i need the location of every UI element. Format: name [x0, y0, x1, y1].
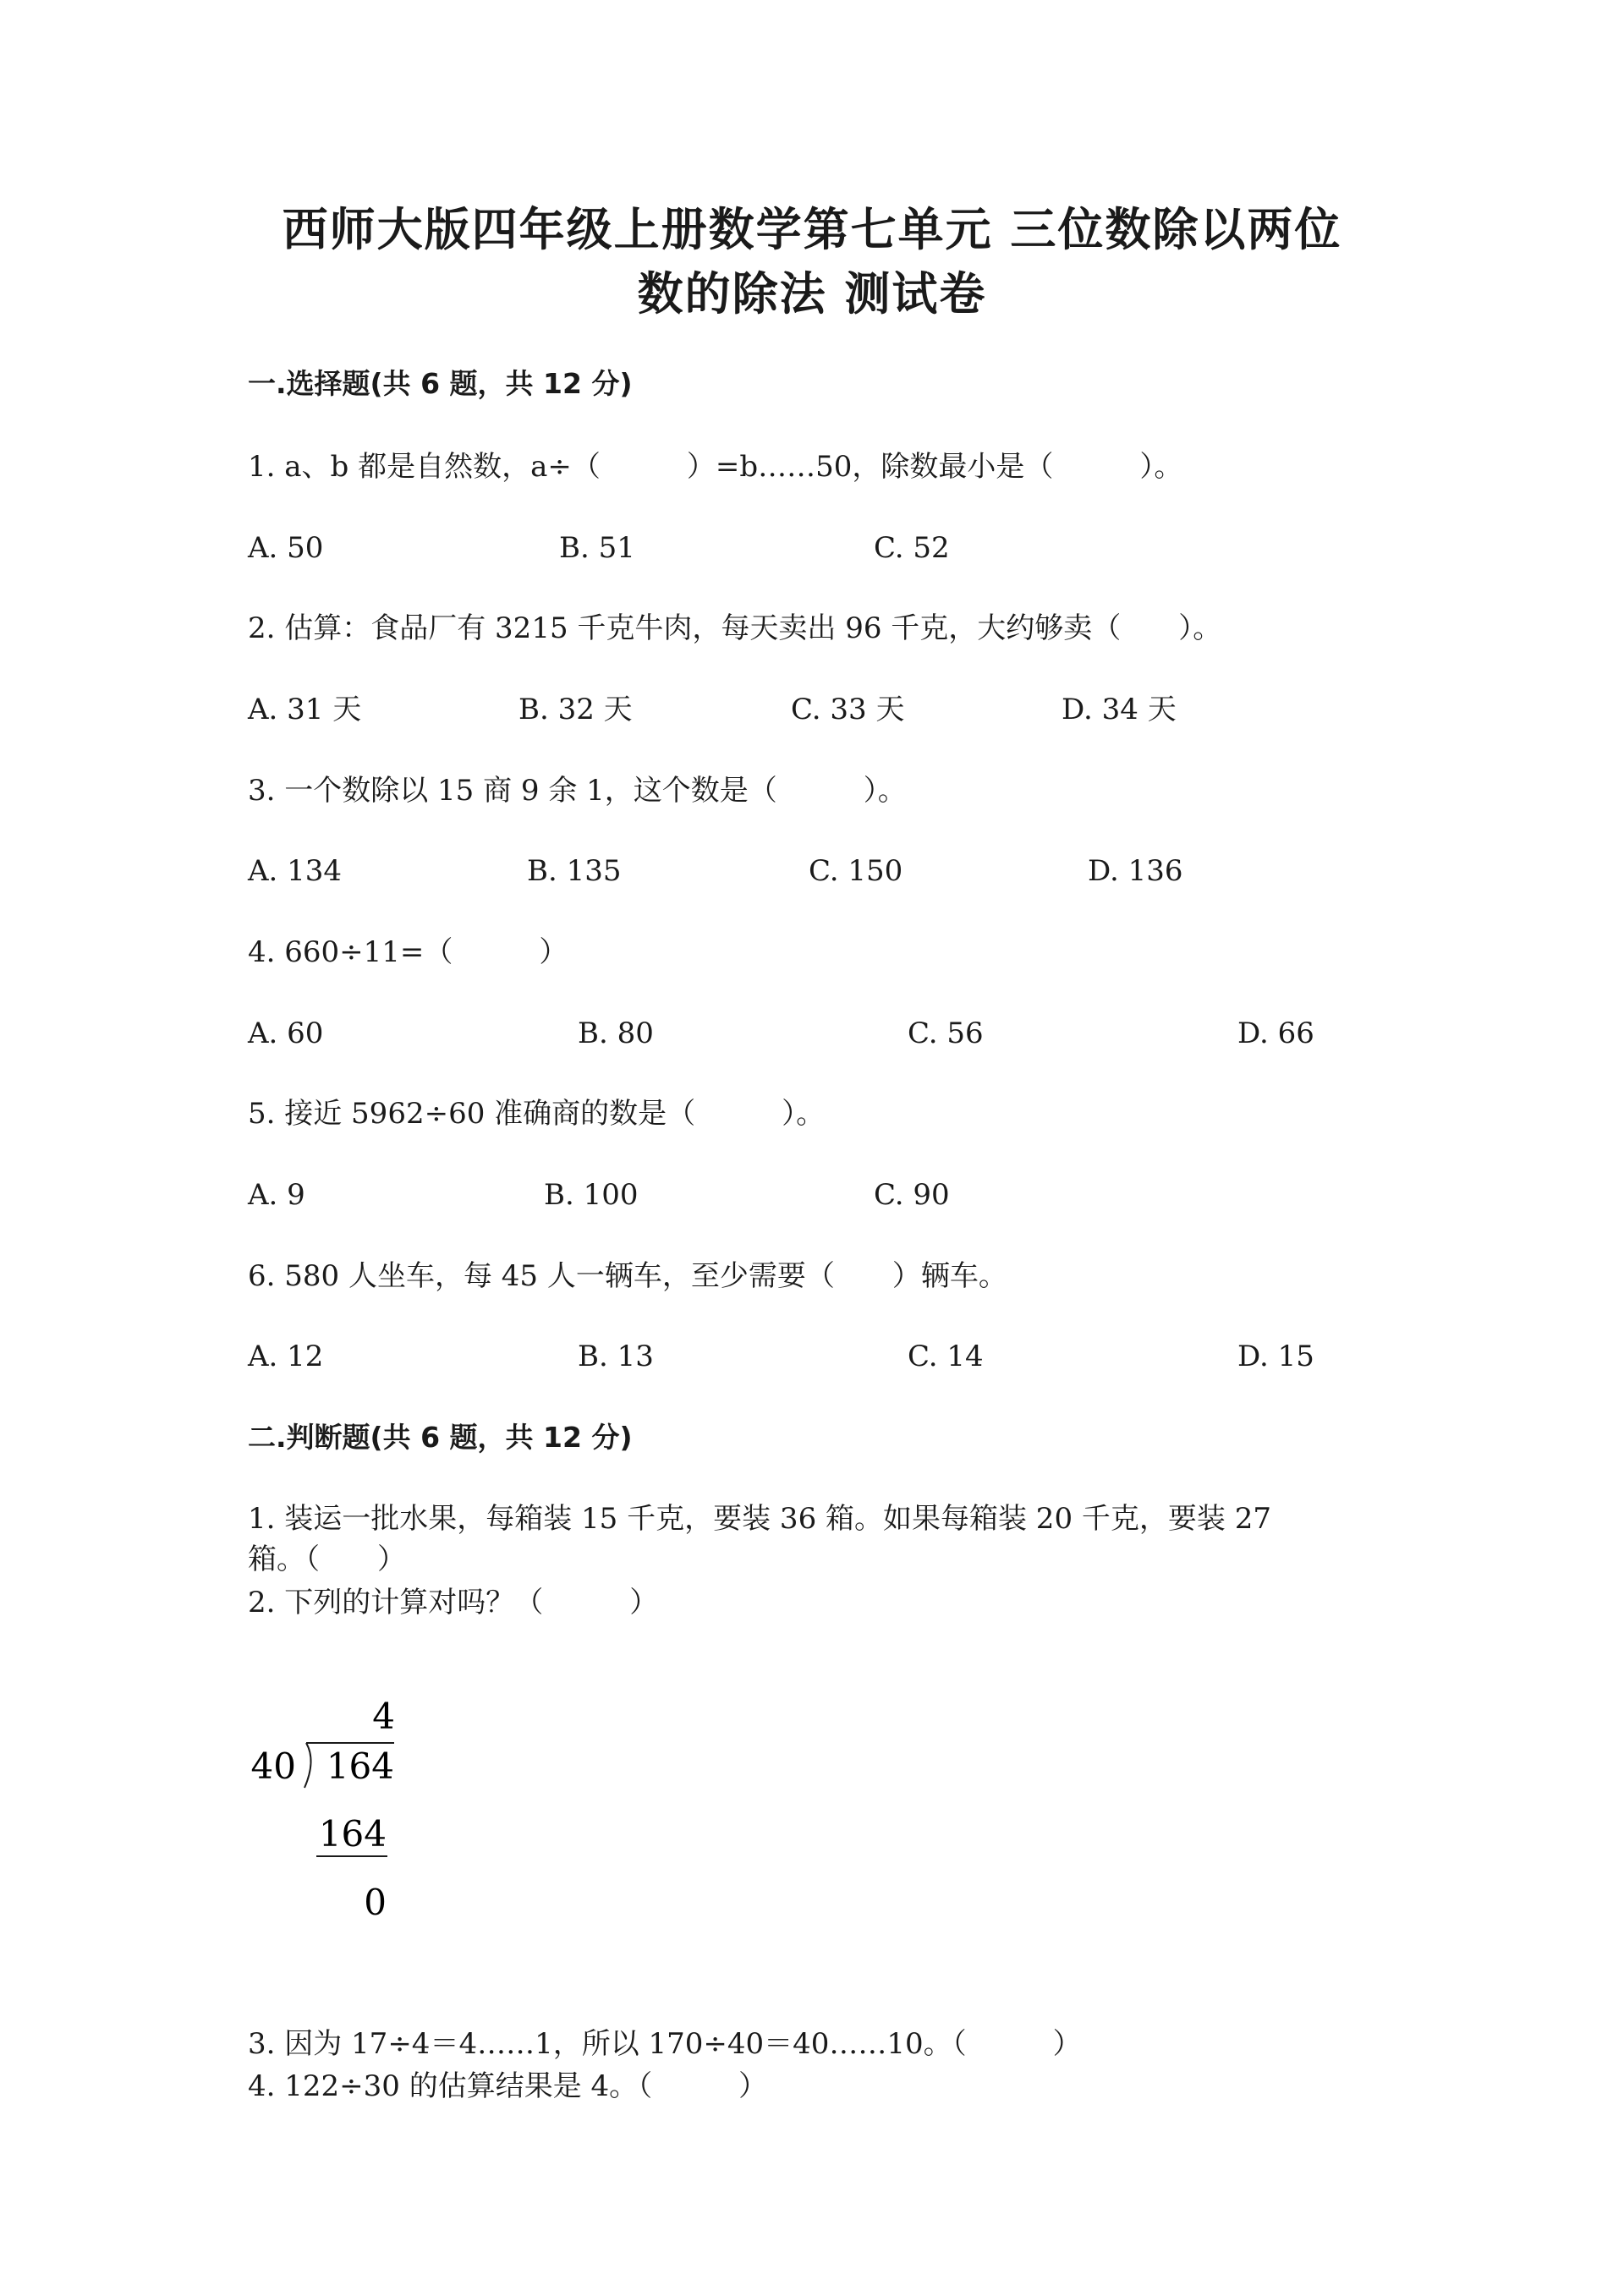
option-a[interactable]: A. 12 [248, 1340, 324, 1373]
question-text: 2. 估算：食品厂有 3215 千克牛肉，每天卖出 96 千克，大约够卖（ ）。 [248, 611, 1222, 645]
question-text-cont: 箱。（ ） [248, 1543, 406, 1576]
option-d[interactable]: D. 136 [1088, 854, 1183, 888]
question-text: 3. 一个数除以 15 商 9 余 1，这个数是（ ）。 [248, 774, 907, 808]
page-title-line2: 数的除法 测试卷 [637, 267, 987, 321]
option-a[interactable]: A. 60 [248, 1016, 324, 1050]
option-c[interactable]: C. 52 [874, 531, 950, 565]
option-c[interactable]: C. 33 天 [791, 693, 905, 726]
question-text: 4. 122÷30 的估算结果是 4。（ ） [248, 2069, 768, 2103]
division-quotient: 4 [372, 1696, 395, 1737]
option-b[interactable]: B. 80 [578, 1016, 654, 1050]
question-text: 2. 下列的计算对吗？（ ） [248, 1586, 659, 1619]
question-text: 1. 装运一批水果，每箱装 15 千克，要装 36 箱。如果每箱装 20 千克，要装 27 [248, 1502, 1271, 1536]
option-b[interactable]: B. 51 [559, 531, 635, 565]
question-text: 1. a、b 都是自然数，a÷（ ）=b……50，除数最小是（ ）。 [248, 450, 1183, 484]
option-c[interactable]: C. 14 [908, 1340, 984, 1373]
option-b[interactable]: B. 100 [544, 1178, 639, 1212]
question-text: 6. 580 人坐车，每 45 人一辆车，至少需要（ ）辆车。 [248, 1259, 1007, 1293]
option-row [248, 1175, 1415, 1215]
option-a[interactable]: A. 31 天 [248, 693, 362, 726]
option-c[interactable]: C. 56 [908, 1016, 984, 1050]
option-row [248, 1336, 1415, 1377]
division-divisor: 40 [250, 1745, 296, 1787]
option-d[interactable]: D. 66 [1237, 1016, 1314, 1050]
option-row [248, 689, 1415, 730]
option-a[interactable]: A. 50 [248, 531, 324, 565]
option-row [248, 1013, 1415, 1054]
option-c[interactable]: C. 150 [809, 854, 903, 888]
long-division-figure [245, 1691, 414, 1945]
option-b[interactable]: B. 135 [527, 854, 622, 888]
division-bracket [304, 1743, 311, 1788]
division-product: 164 [318, 1813, 387, 1855]
section-heading-multiple-choice: 一.选择题(共 6 题，共 12 分) [248, 367, 633, 400]
question-text: 5. 接近 5962÷60 准确商的数是（ ）。 [248, 1097, 826, 1131]
option-d[interactable]: D. 15 [1237, 1340, 1314, 1373]
option-row [248, 851, 1415, 891]
option-b[interactable]: B. 13 [578, 1340, 654, 1373]
option-b[interactable]: B. 32 天 [518, 693, 633, 726]
division-dividend: 164 [326, 1745, 394, 1787]
option-c[interactable]: C. 90 [874, 1178, 950, 1212]
option-a[interactable]: A. 134 [248, 854, 343, 888]
question-text: 4. 660÷11=（ ） [248, 935, 568, 969]
option-d[interactable]: D. 34 天 [1062, 693, 1177, 726]
section-heading-true-false: 二.判断题(共 6 题，共 12 分) [248, 1421, 633, 1454]
page-title: 西师大版四年级上册数学第七单元 三位数除以两位 [282, 203, 1342, 256]
option-a[interactable]: A. 9 [248, 1178, 305, 1212]
division-remainder: 0 [364, 1882, 387, 1923]
option-row [248, 528, 1415, 568]
question-text: 3. 因为 17÷4＝4……1，所以 170÷40＝40……10。（ ） [248, 2027, 1082, 2061]
